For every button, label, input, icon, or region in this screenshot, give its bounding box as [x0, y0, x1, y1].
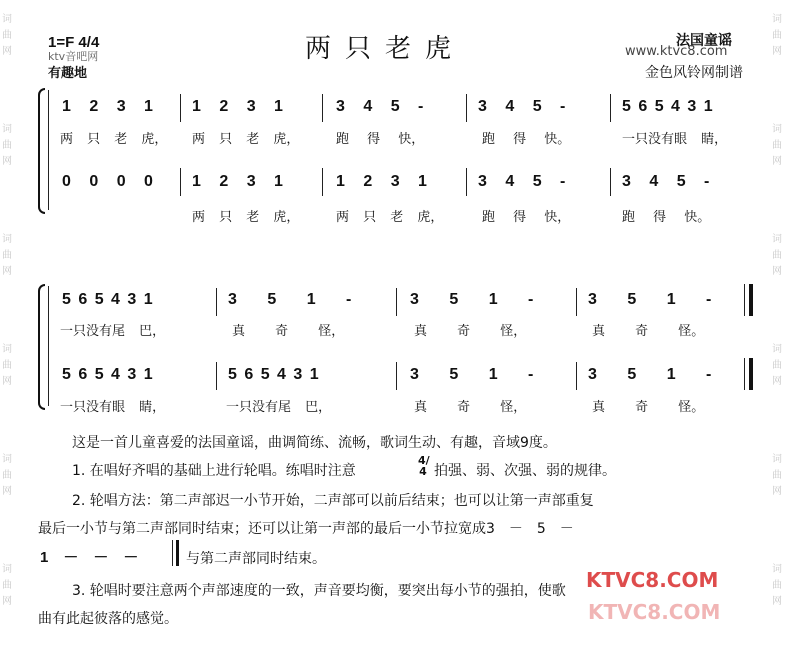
s2p1-m2: 3 5 1 - [228, 291, 352, 308]
s1p2-l3: 跑 得 快， [482, 210, 571, 225]
key-meter: 1=F 4/4 [48, 34, 100, 51]
end-barline-thin [744, 358, 745, 390]
item3-line1: 3. 轮唱时要注意两个声部速度的一致，声音要均衡，要突出每小节的强拍，使歌 [72, 583, 566, 599]
small-watermark: ktv音吧网 [48, 50, 99, 63]
side-char: 曲 [2, 470, 12, 481]
side-char: 网 [2, 156, 12, 167]
side-char: 网 [772, 376, 782, 387]
inline-barline-thin [172, 540, 173, 566]
song-title: 两只老虎 [305, 34, 466, 64]
s1p1-l2: 两 只 老 虎， [192, 132, 300, 147]
barline [396, 288, 397, 316]
barline [322, 94, 323, 122]
barline [466, 94, 467, 122]
s2p1-l1: 一只没有尾 巴， [60, 324, 166, 339]
system1-start-line [48, 90, 49, 210]
side-char: 词 [772, 124, 782, 135]
side-char: 网 [772, 156, 782, 167]
side-char: 网 [2, 266, 12, 277]
side-char: 词 [2, 344, 12, 355]
s2p1-l2: 真 奇 怪， [232, 324, 345, 339]
s1p2-m4: 3 4 5 - [478, 173, 566, 190]
side-char: 曲 [772, 250, 782, 261]
s2p1-m3: 3 5 1 - [410, 291, 534, 308]
side-char: 词 [2, 124, 12, 135]
barline [180, 94, 181, 122]
system2-brace [38, 284, 45, 410]
s1p2-l2: 两 只 老 虎， [336, 210, 444, 225]
s1p1-l1: 两 只 老 虎， [60, 132, 168, 147]
side-char: 词 [2, 14, 12, 25]
s1p1-l5: 一只没有眼 睛， [622, 132, 728, 147]
side-char: 词 [2, 234, 12, 245]
side-char: 网 [772, 486, 782, 497]
barline [396, 362, 397, 390]
s1p1-m5: 5 6 5 4 3 1 [622, 98, 713, 115]
item3-line2: 曲有此起彼落的感觉。 [38, 611, 178, 627]
side-char: 网 [772, 596, 782, 607]
side-char: 网 [2, 486, 12, 497]
intro-paragraph: 这是一首儿童喜爱的法国童谣，曲调简练、流畅，歌词生动、有趣，音域9度。 [72, 435, 557, 451]
item1-meter: 4/4 [418, 454, 430, 478]
s2p2-m4: 3 5 1 - [588, 366, 712, 383]
item2-line1: 2. 轮唱方法：第二声部迟一小节开始，二声部可以前后结束；也可以让第一声部重复 [72, 493, 594, 509]
barline [216, 362, 217, 390]
barline [216, 288, 217, 316]
ktv-watermark-shadow: KTVC8.COM [588, 600, 721, 624]
barline [576, 288, 577, 316]
mood-marking: 有趣地 [48, 66, 88, 81]
song-source: 法国童谣 [676, 33, 732, 49]
s2p1-l4: 真 奇 怪。 [592, 324, 705, 339]
side-char: 曲 [772, 470, 782, 481]
s1p1-m1: 1 2 3 1 [62, 98, 153, 115]
barline [180, 168, 181, 196]
url-watermark: www.ktvc8.com [625, 44, 728, 59]
s2p2-l3: 真 奇 怪， [414, 400, 527, 415]
s1p2-m3: 1 2 3 1 [336, 173, 427, 190]
s2p2-m2: 5 6 5 4 3 1 [228, 366, 319, 383]
s2p1-m4: 3 5 1 - [588, 291, 712, 308]
barline [322, 168, 323, 196]
s1p1-m4: 3 4 5 - [478, 98, 566, 115]
score-maker: 金色风铃网制谱 [645, 65, 743, 81]
system2-start-line [48, 286, 49, 406]
s2p2-m1: 5 6 5 4 3 1 [62, 366, 153, 383]
side-char: 曲 [772, 30, 782, 41]
barline [576, 362, 577, 390]
side-char: 曲 [772, 580, 782, 591]
s1p1-l4: 跑 得 快。 [482, 132, 571, 147]
s1p1-m2: 1 2 3 1 [192, 98, 283, 115]
item1-text-b: 拍强、弱、次强、弱的规律。 [434, 463, 616, 479]
s1p2-l1: 两 只 老 虎， [192, 210, 300, 225]
side-char: 曲 [2, 580, 12, 591]
side-char: 曲 [772, 140, 782, 151]
end-barline-thick [749, 284, 753, 316]
side-char: 词 [772, 234, 782, 245]
item1-text-a: 1. 在唱好齐唱的基础上进行轮唱。练唱时注意 [72, 463, 356, 479]
s1p2-m2: 1 2 3 1 [192, 173, 283, 190]
side-char: 网 [2, 596, 12, 607]
side-char: 曲 [2, 140, 12, 151]
end-barline-thick [749, 358, 753, 390]
system1-brace [38, 88, 45, 214]
s2p1-l3: 真 奇 怪， [414, 324, 527, 339]
s1p2-m5: 3 4 5 - [622, 173, 710, 190]
item2-line3-notes: 1 － － － [40, 549, 139, 566]
s1p1-l3: 跑 得 快， [336, 132, 425, 147]
side-char: 网 [2, 376, 12, 387]
s2p2-m3: 3 5 1 - [410, 366, 534, 383]
side-char: 词 [772, 14, 782, 25]
side-char: 网 [772, 46, 782, 57]
side-char: 网 [772, 266, 782, 277]
item2-line3-text: 与第二声部同时结束。 [186, 551, 326, 567]
side-char: 曲 [2, 30, 12, 41]
barline [466, 168, 467, 196]
s1p1-m3: 3 4 5 - [336, 98, 424, 115]
side-char: 词 [772, 454, 782, 465]
s2p2-l4: 真 奇 怪。 [592, 400, 705, 415]
barline [610, 94, 611, 122]
s2p1-m1: 5 6 5 4 3 1 [62, 291, 153, 308]
side-char: 词 [772, 344, 782, 355]
inline-barline-thick [176, 540, 179, 566]
end-barline-thin [744, 284, 745, 316]
side-char: 曲 [772, 360, 782, 371]
side-char: 曲 [2, 360, 12, 371]
right-watermark-column [770, 0, 790, 661]
barline [610, 168, 611, 196]
s2p2-l1: 一只没有眼 睛， [60, 400, 166, 415]
item2-line2: 最后一小节与第二声部同时结束；还可以让第一声部的最后一小节拉宽成3 － 5 － [38, 521, 574, 537]
left-watermark-column [0, 0, 20, 661]
ktv-watermark: KTVC8.COM [586, 568, 719, 592]
side-char: 词 [2, 564, 12, 575]
s2p2-l2: 一只没有尾 巴， [226, 400, 332, 415]
side-char: 网 [2, 46, 12, 57]
side-char: 词 [772, 564, 782, 575]
s1p2-m1: 0 0 0 0 [62, 173, 153, 190]
side-char: 词 [2, 454, 12, 465]
side-char: 曲 [2, 250, 12, 261]
s1p2-l4: 跑 得 快。 [622, 210, 711, 225]
